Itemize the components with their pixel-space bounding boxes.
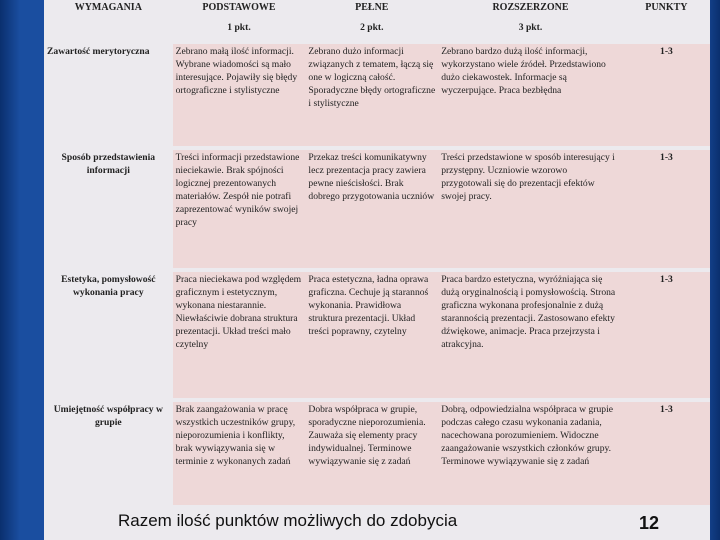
full-cell: Praca estetyczna, ładna oprawa graficzna. Cechuje ją starannoś wykonania. Prawidłowa struktura prezentacji. Układ treści poprawny, czytelny (305, 270, 438, 400)
header-basic: PODSTAWOWE (173, 0, 306, 20)
points-level-empty (44, 20, 173, 42)
basic-cell: Treści informacji przedstawione nieciekawie. Brak spójności logicznej prezentowanych materiałów. Zespół nie potrafi zaprezentować wyników swojej pracy (173, 148, 306, 270)
header-full: PEŁNE (305, 0, 438, 20)
full-cell: Zebrano dużo informacji związanych z tematem, łączą się one w logiczną całość. Sporadyczne błędy ortograficzne i stylistyczne (305, 42, 438, 148)
extended-cell: Treści przedstawione w sposób interesujący i przystępny. Uczniowie wzorowo przygotowali się do prezentacji efektów swojej pracy. (438, 148, 623, 270)
extended-cell: Dobrą, odpowiedzialna współpraca w grupie podczas całego czasu wykonania zadania, nacechowana porozumieniem. Widoczne zaangażowanie wszystkich członków grupy. Terminowe wywiązywanie się z zadań (438, 400, 623, 518)
total-footer (44, 505, 710, 540)
basic-cell: Praca nieciekawa pod względem graficznym i estetycznym, wykonana niestarannie. Niewłaściwie dobrana struktura prezentacji. Układ treści mało czytelny (173, 270, 306, 400)
table-row (44, 148, 710, 270)
basic-cell: Brak zaangażowania w pracę wszystkich uczestników grupy, nieporozumienia i konflikty, brak wywiązywania się w terminie z wykonanych zadań (173, 400, 306, 518)
criterion-cell: Estetyka, pomysłowość wykonania pracy (44, 270, 173, 400)
header-requirements: WYMAGANIA (44, 0, 173, 20)
points-cell: 1-3 (623, 148, 710, 270)
points-level-full: 2 pkt. (305, 20, 438, 42)
header-points: PUNKTY (623, 0, 710, 20)
points-cell: 1-3 (623, 42, 710, 148)
rubric-table (44, 0, 710, 518)
points-level-extended: 3 pkt. (438, 20, 623, 42)
full-cell: Przekaz treści komunikatywny lecz prezentacja pracy zawiera pewne nieścisłości. Brak dobrego przygotowania uczniów (305, 148, 438, 270)
extended-cell: Zebrano bardzo dużą ilość informacji, wykorzystano wiele źródeł. Przedstawiono dużo ciekawostek. Informacje są wyczerpujące. Praca bezbłędna (438, 42, 623, 148)
header-extended: ROZSZERZONE (438, 0, 623, 20)
points-level-basic: 1 pkt. (173, 20, 306, 42)
criterion-cell: Umiejętność współpracy w grupie (44, 400, 173, 518)
table-row (44, 400, 710, 518)
basic-cell: Zebrano małą ilość informacji. Wybrane wiadomości są mało interesujące. Pojawiły się błędy ortograficzne i stylistyczne (173, 42, 306, 148)
total-label: Razem ilość punktów możliwych do zdobycia (118, 511, 458, 530)
criterion-cell: Zawartość merytoryczna (44, 42, 173, 148)
points-cell: 1-3 (623, 270, 710, 400)
table-row (44, 270, 710, 400)
points-level-row (44, 20, 710, 42)
criterion-cell: Sposób przedstawienia informacji (44, 148, 173, 270)
total-points: 12 (639, 513, 660, 533)
points-level-empty (623, 20, 710, 42)
extended-cell: Praca bardzo estetyczna, wyróżniająca się dużą oryginalnością i pomysłowością. Strona graficzna wykonana profesjonalnie z dużą starannością prezentacji. Zastosowano efekty dźwiękowe, animacje. Praca przejrzysta i atrakcyjna. (438, 270, 623, 400)
full-cell: Dobra współpraca w grupie, sporadyczne nieporozumienia. Zauważa się elementy pracy indywidualnej. Terminowe wywiązywanie się z zadań (305, 400, 438, 518)
points-cell: 1-3 (623, 400, 710, 518)
header-row (44, 0, 710, 20)
table-row (44, 42, 710, 148)
